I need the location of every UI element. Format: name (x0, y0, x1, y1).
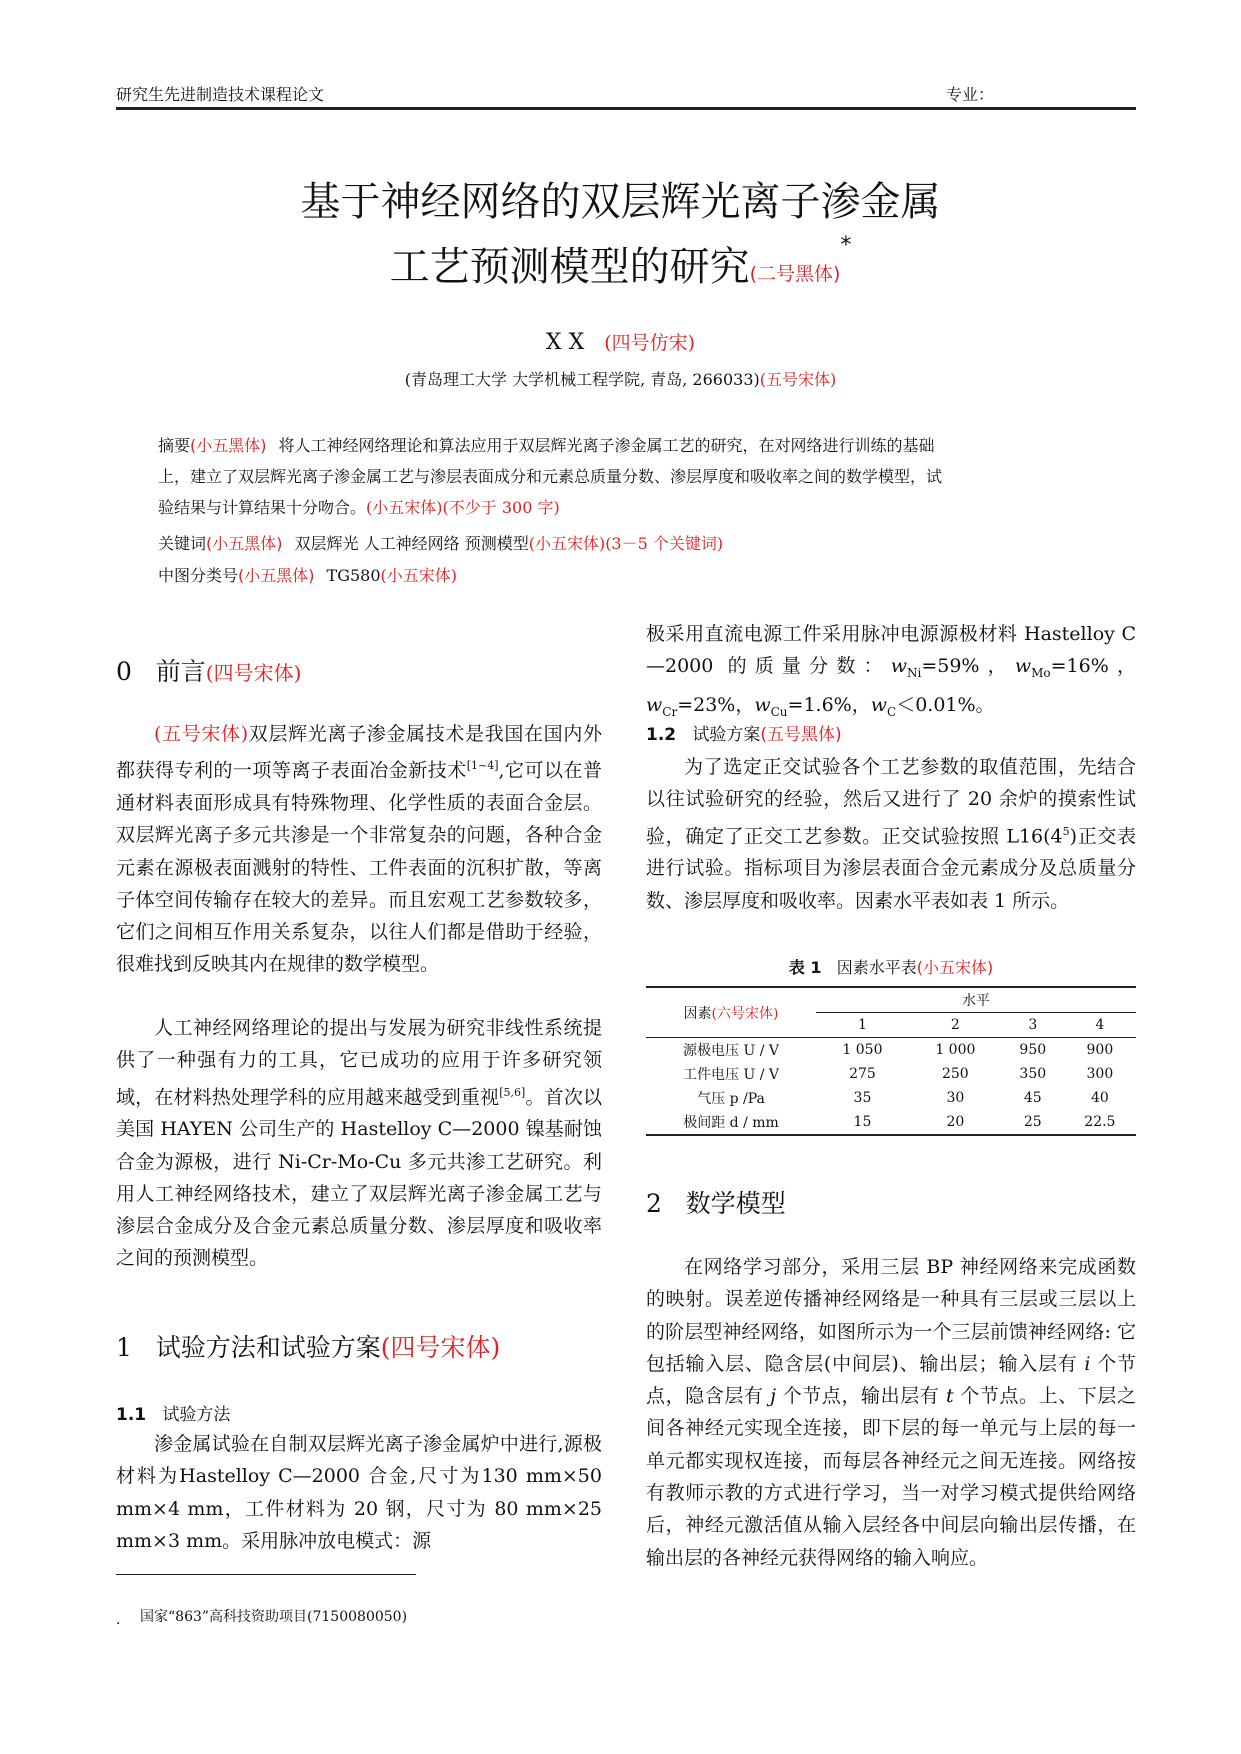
table-level-header: 水平 (816, 987, 1136, 1013)
intro-p1-text-b: ,它可以在普通材料表面形成具有特殊物理、化学性质的表面合金层。双层辉光离子多元共渗是一个非常复杂的问题，各种合金元素在源极表面溅射的特性、工件表面的沉积扩散，等离子体空间传输存在较大的差异。而且宏观工艺参数较多，它们之间相互作用关系复杂，以往人们都是借助于经验，很难找到反映其内在规律的数学模型。 (116, 759, 602, 976)
subsection-1-1-number: 1.1 (116, 1405, 147, 1425)
value-ni: =59%， (921, 655, 1015, 678)
paper-title-line1: 基于神经网络的双层辉光离子渗金属 (300, 179, 941, 225)
author-font-note: (四号仿宋) (604, 332, 696, 354)
w-symbol-cr: w (646, 694, 663, 717)
abstract-label-note: (小五黑体) (190, 436, 267, 455)
cell: 40 (1090, 1090, 1109, 1106)
keywords-label-note: (小五黑体) (206, 534, 283, 553)
cell: 25 (1002, 1110, 1064, 1135)
sub-c: C (887, 705, 897, 720)
section-1-title: 试验方法和试验方案 (155, 1333, 381, 1362)
section-0-title: 前言 (155, 657, 206, 686)
section-0-font-note: (四号宋体) (205, 661, 302, 685)
value-mo: =16%， (1050, 655, 1136, 678)
abstract-font-note: (小五宋体)(不少于 300 字) (366, 498, 560, 517)
table-row (646, 1110, 1136, 1135)
value-c: ＜0.01%。 (896, 694, 995, 717)
row-name: 工件电压 U / V (683, 1067, 779, 1083)
w-symbol-mo: w (1014, 655, 1032, 678)
table-1-caption (646, 955, 1136, 978)
table-row (646, 1038, 1136, 1063)
cell: 45 (1023, 1090, 1042, 1106)
sub-mo: Mo (1031, 666, 1051, 681)
cell: 1 050 (842, 1042, 883, 1058)
intro-p1-text-a: 双层辉光离子渗金属技术是我国在国内外都获得专利的一项等离子表面冶金新技术 (116, 723, 602, 782)
header-rule (116, 107, 1136, 110)
row-name: 气压 p /Pa (697, 1091, 765, 1107)
section-0-heading (116, 652, 301, 688)
clc-label: 中图分类号 (158, 566, 239, 585)
cell: 35 (853, 1090, 872, 1106)
level-1: 1 (816, 1013, 909, 1038)
clc-font-note: (小五宋体) (380, 566, 458, 585)
model-paragraph (646, 1251, 1136, 1574)
level-3: 3 (1002, 1013, 1064, 1038)
cell: 275 (849, 1066, 876, 1082)
intro-p2-text-b: 。首次以美国 HAYEN 公司生产的 Hastelloy C—2000 镍基耐蚀合金为源极，进行 Ni-Cr-Mo-Cu 多元共渗工艺研究。利用人工神经网络技术，建立了双层辉光离子渗金属工艺与渗层合金成分及合金元素总质量分数、渗层厚度和吸收率之间的预测模型。 (116, 1085, 602, 1270)
intro-paragraph-1 (116, 718, 602, 981)
scheme-text-b: )正交表进行试验。指标项目为渗层表面合金元素成分及总质量分数、渗层厚度和吸收率。因素水平表如表 1 所示。 (646, 824, 1136, 912)
citation-5-6: [5,6] (499, 1085, 526, 1099)
subsection-1-2-number: 1.2 (646, 725, 677, 745)
factor-head-text: 因素 (683, 1005, 712, 1022)
cell: 250 (941, 1066, 969, 1082)
intro-p2-text-a: 人工神经网络理论的提出与发展为研究非线性系统提供了一种强有力的工具，它已成功的应用于许多研究领域，在材料热处理学科的应用越来越受到重视 (116, 1017, 602, 1108)
abstract-line1 (158, 430, 1088, 461)
author-line (0, 328, 1241, 355)
sub-cr: Cr (662, 705, 678, 720)
clc-line (158, 560, 1088, 591)
affiliation-text: (青岛理工大学 大学机械工程学院, 青岛, 266033) (404, 370, 760, 389)
w-symbol-ni: w (890, 655, 907, 678)
author-name: X X (545, 330, 585, 355)
title-footnote-mark: * (840, 232, 852, 258)
table-row (646, 1062, 1136, 1086)
cell: 900 (1086, 1042, 1114, 1058)
method-paragraph: 渗金属试验在自制双层辉光离子渗金属炉中进行,源极材料为Hastelloy C—2000 合金,尺寸为130 mm×50 mm×4 mm，工件材料为 20 钢，尺寸为 80 mm×25 mm×3 mm。采用脉冲放电模式：源 (116, 1433, 602, 1552)
symbol-t: t (946, 1385, 954, 1408)
section-1-number: 1 (116, 1333, 132, 1362)
abstract-text-3: 验结果与计算结果十分吻合。 (158, 498, 367, 517)
paper-title-line2-text: 工艺预测模型的研究 (389, 244, 750, 290)
table-factor-header (646, 987, 816, 1038)
subsection-1-2-font-note: (五号黑体) (760, 725, 842, 745)
abstract-line3 (158, 492, 1088, 523)
cell: 350 (1019, 1066, 1047, 1082)
abstract-label: 摘要 (158, 436, 191, 455)
citation-1-4: [1~4] (466, 759, 499, 773)
cell: 30 (946, 1090, 965, 1106)
affiliation-line (0, 367, 1241, 390)
table-header-row (646, 987, 1136, 1013)
section-2-heading (646, 1184, 786, 1220)
row-name: 源极电压 U / V (683, 1043, 779, 1059)
title-font-note: (二号黑体) (749, 263, 841, 285)
level-2: 2 (909, 1013, 1002, 1038)
section-0-number: 0 (116, 657, 132, 686)
subsection-1-1-title: 试验方法 (162, 1405, 231, 1425)
table-1-title: 因素水平表 (836, 958, 917, 977)
section-2-number: 2 (646, 1189, 662, 1218)
table-1-font-note: (小五宋体) (916, 958, 994, 977)
cell: 22.5 (1064, 1110, 1136, 1135)
section-2-title: 数学模型 (685, 1189, 786, 1218)
scheme-text-a: 为了选定正交试验各个工艺参数的取值范围，先结合以往试验研究的经验，然后又进行了 20 余炉的摸索性试验，确定了正交工艺参数。正交试验按照 L16(4 (646, 756, 1136, 847)
subsection-1-1-heading (116, 1400, 230, 1425)
clc-label-note: (小五黑体) (238, 566, 315, 585)
symbol-i: i (1084, 1352, 1091, 1375)
w-symbol-cu: w (754, 694, 771, 717)
cell: 1 000 (935, 1042, 976, 1058)
abstract-text-1: 将人工神经网络理论和算法应用于双层辉光离子渗金属工艺的研究，在对网络进行训练的基础 (278, 436, 935, 455)
factor-level-table (646, 986, 1136, 1136)
intro-paragraph-2 (116, 1012, 602, 1275)
intro-font-note: (五号宋体) (154, 723, 249, 745)
subsection-1-2-title: 试验方案 (692, 725, 761, 745)
subsection-1-2-heading (646, 720, 842, 745)
model-text-c: 个节点，输出层有 (776, 1385, 947, 1408)
keywords-label: 关键词 (158, 534, 207, 553)
running-header-major: 专业： (946, 85, 995, 104)
cell: 20 (909, 1110, 1002, 1135)
model-text-a: 在网络学习部分，采用三层 BP 神经网络来完成函数的映射。误差逆传播神经网络是一种具有三层或三层以上的阶层型神经网络，如图所示为一个三层前馈神经网络: 它包括输入层、隐含层(中间层)、输出层；输入层有 (646, 1256, 1136, 1375)
symbol-j: j (770, 1385, 777, 1408)
footnote-rule (116, 1574, 416, 1575)
scheme-superscript: 5 (1062, 824, 1070, 838)
clc-code: TG580 (326, 566, 381, 585)
level-4: 4 (1064, 1013, 1136, 1038)
keywords-line (158, 528, 1088, 559)
method-paragraph-continued (646, 618, 1136, 728)
scheme-paragraph (646, 751, 1136, 917)
cell: 950 (1019, 1042, 1047, 1058)
value-cr: =23%， (677, 694, 755, 717)
method-cont-text: 极采用直流电源工件采用脉冲电源源极材料 Hastelloy C—2000 的质量分数： (646, 623, 1136, 678)
factor-head-note: (六号宋体) (711, 1005, 779, 1022)
keywords-font-note: (小五宋体)(3－5 个关键词) (528, 534, 724, 553)
keywords-text: 双层辉光 人工神经网络 预测模型 (294, 534, 529, 553)
section-1-heading (116, 1328, 500, 1364)
model-text-d: 个节点。上、下层之间各神经元实现全连接，即下层的每一单元与上层的每一单元都实现权连接，而每层各神经元之间无连接。网络按有教师示教的方式进行学习，当一对学习模式提供给网络后，神经元激活值从输入层经各中间层向输出层传播，在输出层的各神经元获得网络的输入响应。 (646, 1385, 1136, 1569)
model-text-b: 个节点，隐含层有 (646, 1352, 1136, 1408)
footnote-text: 国家“863”高科技资助项目(7150080050) (140, 1609, 408, 1625)
abstract-text-2: 上，建立了双层辉光离子渗金属工艺与渗层表面成分和元素总质量分数、渗层厚度和吸收率之间的数学模型，试 (158, 467, 943, 486)
value-cu: =1.6%， (787, 694, 871, 717)
cell: 300 (1086, 1066, 1114, 1082)
running-header-course: 研究生先进制造技术课程论文 (116, 85, 325, 104)
cell: 15 (816, 1110, 909, 1135)
sub-cu: Cu (770, 705, 788, 720)
sub-ni: Ni (906, 666, 922, 681)
section-1-font-note: (四号宋体) (380, 1333, 501, 1362)
row-name: 极间距 d / mm (646, 1110, 816, 1135)
table-1-label: 表 1 (788, 958, 822, 977)
w-symbol-c: w (870, 694, 887, 717)
footnote-marker: . (116, 1612, 121, 1628)
paper-title-line2 (0, 232, 1241, 292)
table-row (646, 1086, 1136, 1110)
affiliation-font-note: (五号宋体) (759, 370, 837, 389)
